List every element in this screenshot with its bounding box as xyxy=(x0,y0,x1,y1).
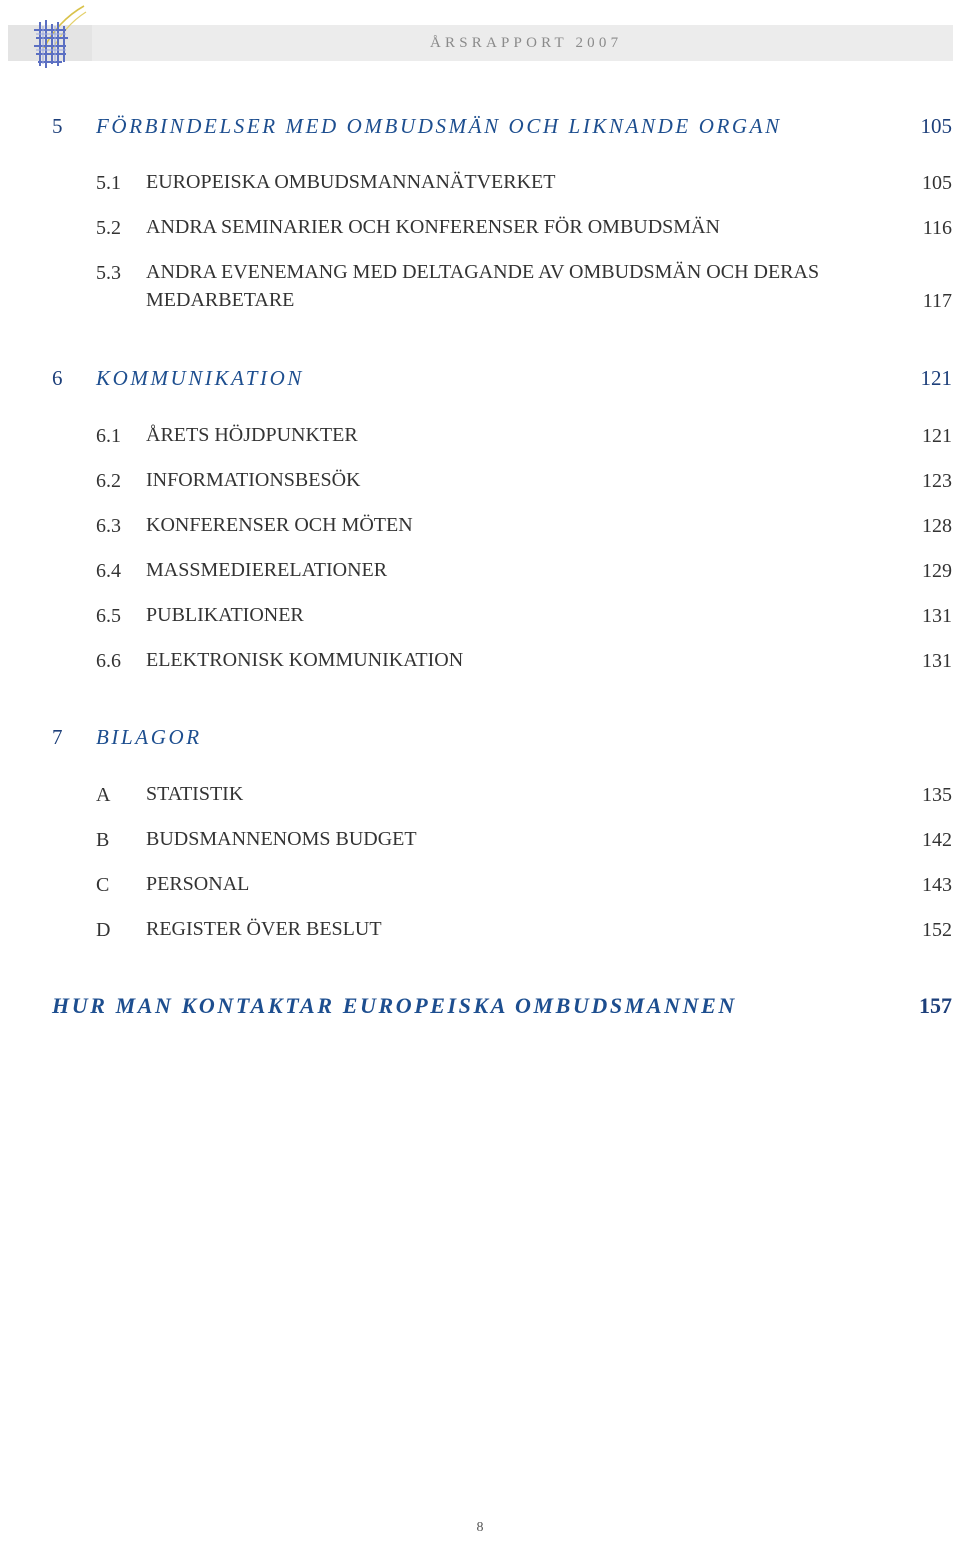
section-page: 116 xyxy=(922,217,952,239)
section-number: 5.1 xyxy=(96,172,121,194)
appendix-page: 142 xyxy=(922,829,952,851)
chapter-title: FÖRBINDELSER MED OMBUDSMÄN OCH LIKNANDE ORGAN xyxy=(96,114,782,138)
section-title: ANDRA SEMINARIER OCH KONFERENSER FÖR OMBUDSMÄN xyxy=(146,216,720,238)
section-number: 6.6 xyxy=(96,650,121,672)
section-title: EUROPEISKA OMBUDSMANNANÄTVERKET xyxy=(146,171,556,193)
chapter-title: KOMMUNIKATION xyxy=(96,366,305,390)
appendix-title: PERSONAL xyxy=(146,873,250,895)
appendix-title: BUDSMANNENOMS BUDGET xyxy=(146,828,417,850)
contact-title: HUR MAN KONTAKTAR EUROPEISKA OMBUDSMANNEN xyxy=(52,993,737,1018)
chapter-number: 5 xyxy=(52,114,63,138)
ombudsman-logo xyxy=(30,2,90,70)
appendix-letter: A xyxy=(96,784,111,806)
section-page: 117 xyxy=(922,290,952,312)
appendix-page: 143 xyxy=(922,874,952,896)
section-number: 6.4 xyxy=(96,560,121,582)
section-page: 131 xyxy=(922,605,952,627)
section-title: ELEKTRONISK KOMMUNIKATION xyxy=(146,649,464,671)
appendix-letter: C xyxy=(96,874,110,896)
section-number: 6.5 xyxy=(96,605,121,627)
section-number: 6.3 xyxy=(96,515,121,537)
page-number: 8 xyxy=(476,1520,484,1535)
chapter-title: BILAGOR xyxy=(96,725,202,749)
appendix-page: 135 xyxy=(922,784,952,806)
section-title-line2: MEDARBETARE xyxy=(146,289,295,311)
section-title: INFORMATIONSBESÖK xyxy=(146,469,361,491)
section-title: MASSMEDIERELATIONER xyxy=(146,559,388,581)
section-title: PUBLIKATIONER xyxy=(146,604,304,626)
chapter-number: 7 xyxy=(52,725,63,749)
appendix-letter: B xyxy=(96,829,110,851)
section-page: 105 xyxy=(922,172,952,194)
appendix-letter: D xyxy=(96,919,111,941)
chapter-page: 105 xyxy=(920,114,952,138)
section-number: 5.3 xyxy=(96,262,121,284)
chapter-number: 6 xyxy=(52,366,63,390)
section-title-line1: ANDRA EVENEMANG MED DELTAGANDE AV OMBUDSMÄN OCH DERAS xyxy=(146,261,820,283)
contact-page: 157 xyxy=(919,993,952,1018)
chapter-page: 121 xyxy=(920,366,952,390)
section-page: 123 xyxy=(922,470,952,492)
appendix-page: 152 xyxy=(922,919,952,941)
section-number: 5.2 xyxy=(96,217,121,239)
section-title: ÅRETS HÖJDPUNKTER xyxy=(146,424,358,446)
section-page: 129 xyxy=(922,560,952,582)
section-page: 131 xyxy=(922,650,952,672)
section-number: 6.2 xyxy=(96,470,121,492)
section-page: 128 xyxy=(922,515,952,537)
section-number: 6.1 xyxy=(96,425,121,447)
section-title: KONFERENSER OCH MÖTEN xyxy=(146,514,413,536)
page-header xyxy=(0,0,960,70)
section-page: 121 xyxy=(922,425,952,447)
appendix-title: REGISTER ÖVER BESLUT xyxy=(146,918,382,940)
appendix-title: STATISTIK xyxy=(146,783,244,805)
report-title: ÅRSRAPPORT 2007 xyxy=(430,35,623,51)
